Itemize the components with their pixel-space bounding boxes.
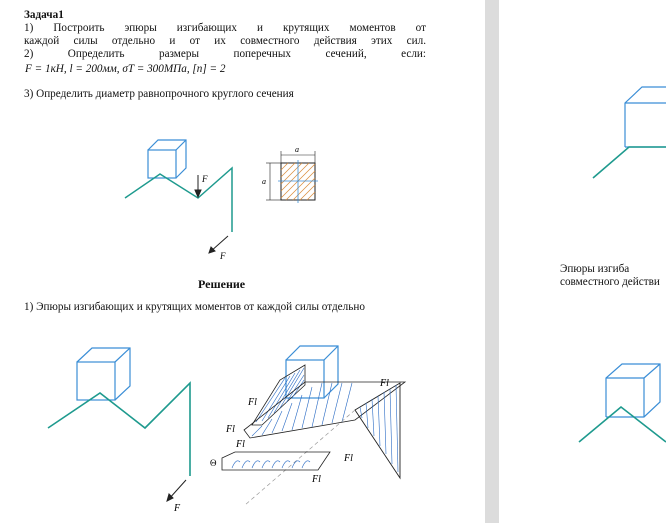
item-1-line-2: каждой силы отдельно и от их совместного действия этих сил. <box>24 35 426 47</box>
box-fixture-top <box>625 87 666 147</box>
epure-label-2: Fl <box>226 424 235 435</box>
epure-label-3: Fl <box>236 439 245 450</box>
item-1-text: Построить эпюры изгибающих и крутящих моментов от <box>53 22 426 34</box>
epure-label-4: Fl <box>380 378 389 389</box>
task-title: Задача1 <box>24 9 64 21</box>
dimension-a-top: a <box>295 145 299 154</box>
epure-label-1: Fl <box>248 397 257 408</box>
page-2-figures <box>499 0 666 523</box>
frame-right-with-epures <box>210 346 405 505</box>
item-1-number: 1) <box>24 22 34 34</box>
force-label-top: F <box>202 174 208 184</box>
dimension-a-side: a <box>262 177 266 186</box>
frame-bottom <box>579 407 666 442</box>
epure-label-5: Fl <box>344 453 353 464</box>
force-label-bottom: F <box>220 251 226 261</box>
box-fixture-bottom <box>606 364 660 417</box>
frame-left <box>48 348 190 514</box>
frame-top <box>593 147 666 178</box>
document-page-2 <box>499 0 666 523</box>
sign-marker: Θ <box>210 458 217 468</box>
item-3-text: 3) Определить диаметр равнопрочного круглого сечения <box>24 88 294 100</box>
page-2-text-line-2: совместного действи <box>560 276 660 288</box>
formula: F = 1кН, l = 200мм, σT = 300МПа, [n] = 2 <box>25 63 226 75</box>
page-2-text-line-1: Эпюры изгиба <box>560 263 630 275</box>
page-gutter <box>485 0 499 523</box>
solution-item-1: 1) Эпюры изгибающих и крутящих моментов от каждой силы отдельно <box>24 301 365 313</box>
force-label: F <box>174 503 181 514</box>
epure-label-6: Fl <box>312 474 321 485</box>
item-2-text: 2) Определить размеры поперечных сечений, если: <box>24 48 426 60</box>
solution-heading: Решение <box>198 277 246 291</box>
